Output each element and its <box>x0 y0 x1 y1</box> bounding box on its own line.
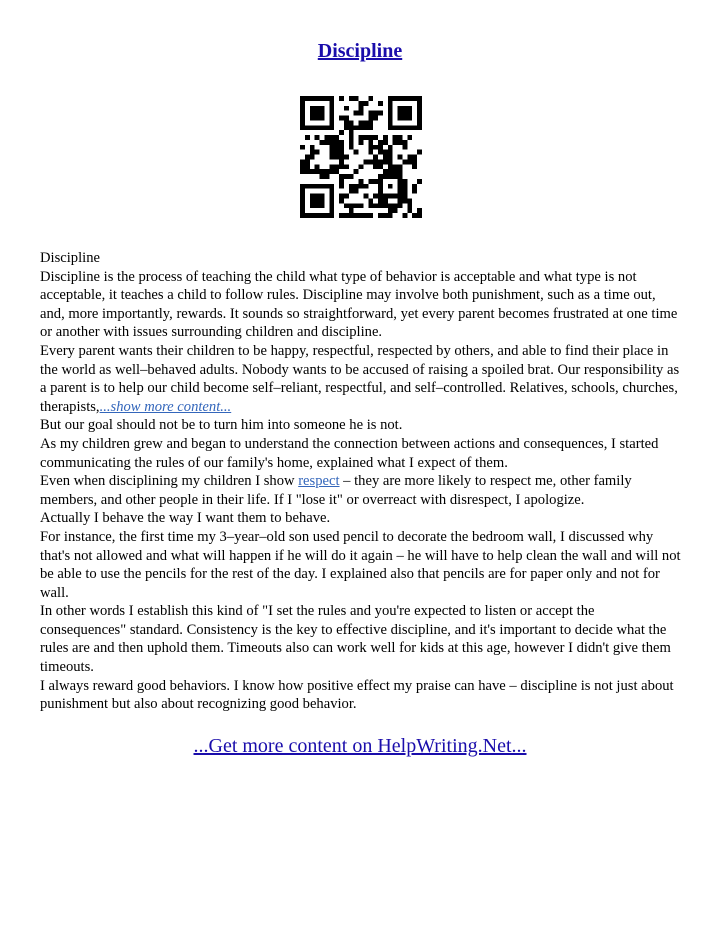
paragraph: In other words I establish this kind of "I set the rules and you're expected to listen or accept the consequences" standard. Consistency is the key to effective discipline, and it's important to decide what the rules are and then uphold them. Timeouts also can work well for kids at this age, however I didn't give them timeouts. <box>40 603 671 676</box>
qr-code-icon <box>300 96 422 218</box>
paragraph-text: – they are more likely to respect me, other family members, and other people in their life. If I "lose it" or overreact with disrespect, I apologize. <box>40 473 632 508</box>
paragraph <box>40 342 682 416</box>
respect-link[interactable]: respect <box>298 473 340 490</box>
article-heading: Discipline <box>40 250 100 266</box>
paragraph <box>40 472 682 509</box>
page-title <box>0 40 720 63</box>
paragraph-text: Every parent wants their children to be happy, respectful, respected by others, and able to find their place in the world as well–behaved adults. Nobody wants to be accused of raising a spoiled brat. Our responsibility as a parent is to help our child become self–reliant, respectful, and self–controlled. Relatives, schools, churches, therapists, <box>40 342 680 415</box>
title-link[interactable]: Discipline <box>317 40 403 62</box>
show-more-link[interactable]: ...show more content... <box>99 398 232 415</box>
article-body <box>40 249 682 714</box>
paragraph: Discipline is the process of teaching the child what type of behavior is acceptable and what type is not acceptable, it teaches a child to follow rules. Discipline may involve both punishment, such as a time out, and, more importantly, rewards. It sounds so straightforward, yet every parent becomes frustrated at one time or another with issues surrounding children and discipline. <box>40 268 678 341</box>
footer <box>0 735 720 758</box>
get-more-content-link[interactable]: ...Get more content on HelpWriting.Net... <box>193 735 527 757</box>
paragraph: For instance, the first time my 3–year–old son used pencil to decorate the bedroom wall, I discussed why that's not allowed and what will happen if he will do it again – he will have to help clean the wall and will not be able to use the pencils for the rest of the day. I explained also that pencils are for paper only and not for wall. <box>40 528 681 601</box>
paragraph: I always reward good behaviors. I know how positive effect my praise can have – discipline is not just about punishment but also about recognizing good behavior. <box>40 677 674 713</box>
paragraph: But our goal should not be to turn him into someone he is not. <box>40 417 403 434</box>
paragraph: Actually I behave the way I want them to behave. <box>40 510 331 527</box>
paragraph-text: Even when disciplining my children I show <box>40 473 299 490</box>
paragraph: As my children grew and began to understand the connection between actions and consequences, I started communicating the rules of our family's home, explained what I expect of them. <box>40 435 659 471</box>
